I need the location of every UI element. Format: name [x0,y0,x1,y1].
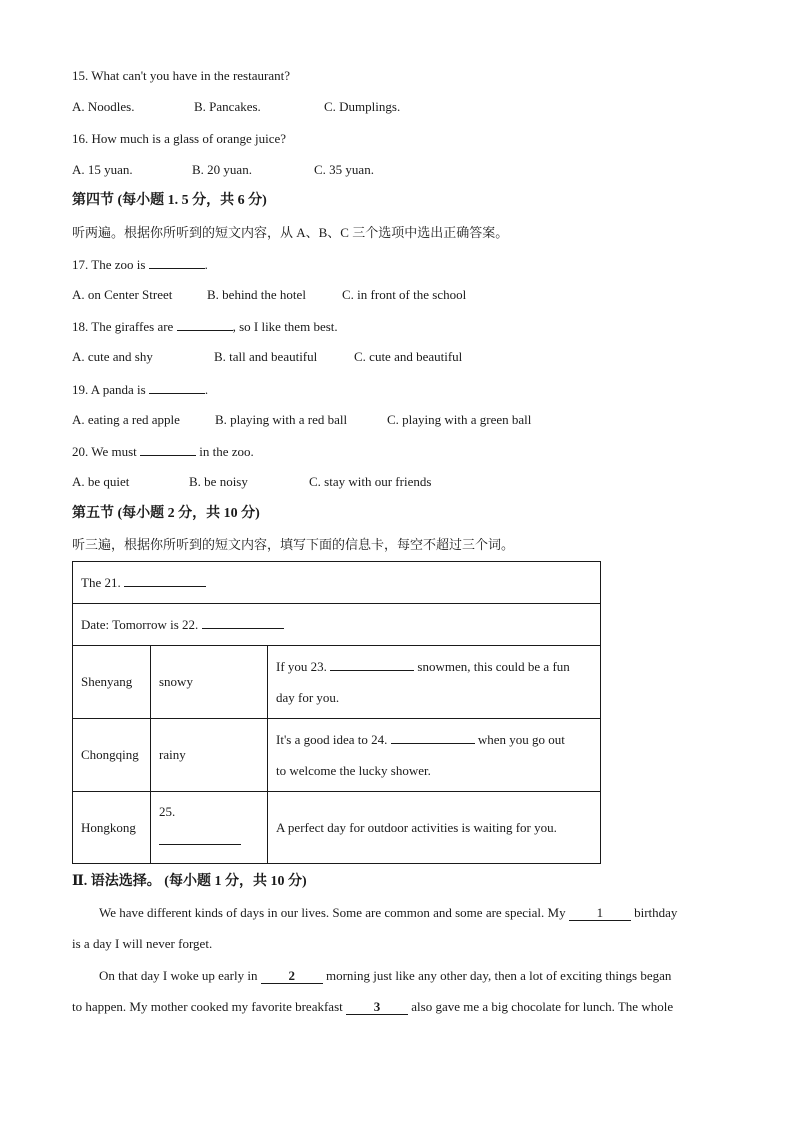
option-a: A. on Center Street [72,287,173,302]
option-c: C. in front of the school [342,287,467,302]
note-cell [268,719,601,792]
answer-blank [140,443,196,456]
note-line [276,651,592,682]
note-line-2: to welcome the lucky shower. [276,763,431,778]
weather-cell: snowy [151,646,268,719]
blank-21-label: The 21. [81,575,121,590]
info-card-row-22 [73,604,601,646]
note-suffix: snowmen, this could be a fun [417,659,570,674]
section-4-heading: 第四节 (每小题 1. 5 分，共 6 分) [72,193,267,208]
city-cell: Hongkong [73,792,151,864]
option-a: A. 15 yuan. [72,162,133,177]
answer-blank-25 [159,832,241,845]
question-suffix: in the zoo. [199,444,254,459]
question-16-options [72,162,374,178]
question-20 [72,443,254,460]
grammar-blank-2: 2 [261,969,323,984]
info-card-row-21 [73,562,601,604]
question-17-options [72,287,466,303]
blank-25-label: 25. [159,804,176,819]
info-card [72,561,601,864]
option-a: A. cute and shy [72,349,153,364]
grammar-blank-1: 1 [569,906,631,921]
option-c: C. stay with our friends [309,474,432,489]
section-5-heading: 第五节 (每小题 2 分，共 10 分) [72,506,260,521]
option-c: C. cute and beautiful [354,349,463,364]
question-17 [72,256,208,273]
note-prefix: It's a good idea to 24. [276,732,388,747]
question-16: 16. How much is a glass of orange juice? [72,131,287,146]
note-line [276,724,592,755]
option-a: A. Noodles. [72,99,135,114]
question-prefix: 20. We must [72,444,137,459]
option-b: B. tall and beautiful [214,349,318,364]
note-cell: A perfect day for outdoor activities is waiting for you. [268,792,601,864]
passage-line: is a day I will never forget. [72,936,213,951]
info-card-title-cell [73,562,601,604]
weather-cell [151,792,268,864]
question-suffix: . [204,257,208,272]
info-card-date-cell [73,604,601,646]
question-18 [72,318,338,335]
question-19 [72,381,208,398]
note-suffix: when you go out [477,732,565,747]
option-b: B. be noisy [189,474,248,489]
info-card-row-chongqing [73,719,601,792]
answer-blank-22 [202,616,284,629]
question-20-options [72,474,431,490]
question-prefix: 19. A panda is [72,382,146,397]
passage-line [72,999,673,1015]
question-15: 15. What can't you have in the restaurant? [72,68,290,83]
question-prefix: 17. The zoo is [72,257,146,272]
option-b: B. behind the hotel [207,287,306,302]
answer-blank [149,381,205,394]
city-cell: Chongqing [73,719,151,792]
info-card-row-hongkong [73,792,601,864]
answer-blank-24 [391,731,475,744]
option-c: C. 35 yuan. [314,162,374,177]
note-line-2: day for you. [276,690,340,705]
answer-blank-21 [124,574,206,587]
blank-22-label: Date: Tomorrow is 22. [81,617,199,632]
question-prefix: 18. The giraffes are [72,319,174,334]
passage-line [99,968,671,984]
option-b: B. playing with a red ball [215,412,348,427]
passage-text: We have different kinds of days in our lives. Some are common and some are special. My [99,905,566,920]
passage-text: to happen. My mother cooked my favorite breakfast [72,999,343,1014]
option-b: B. Pancakes. [194,99,261,114]
answer-blank [149,256,205,269]
passage-line [99,905,677,921]
note-cell [268,646,601,719]
option-b: B. 20 yuan. [192,162,252,177]
weather-cell: rainy [151,719,268,792]
section-4-instruction: 听两遍。根据你所听到的短文内容，从 A、B、C 三个选项中选出正确答案。 [72,225,509,240]
option-a: A. eating a red apple [72,412,180,427]
section-5-instruction: 听三遍，根据你所听到的短文内容，填写下面的信息卡，每空不超过三个词。 [72,537,515,552]
note-prefix: If you 23. [276,659,327,674]
passage-text: also gave me a big chocolate for lunch. The whole [411,999,674,1014]
part-2-heading: Ⅱ. 语法选择。 (每小题 1 分，共 10 分) [72,874,307,889]
info-card-row-shenyang [73,646,601,719]
question-15-options [72,99,400,115]
question-19-options [72,412,531,428]
answer-blank [177,318,233,331]
option-c: C. Dumplings. [324,99,401,114]
answer-blank-23 [330,658,414,671]
city-cell: Shenyang [73,646,151,719]
option-c: C. playing with a green ball [387,412,532,427]
passage-text: On that day I woke up early in [99,968,258,983]
passage-text: morning just like any other day, then a lot of exciting things began [325,968,672,983]
grammar-blank-3: 3 [346,1000,408,1015]
question-suffix: , so I like them best. [232,319,338,334]
passage-text: birthday [634,905,678,920]
question-suffix: . [204,382,209,397]
question-18-options [72,349,462,365]
option-a: A. be quiet [72,474,130,489]
